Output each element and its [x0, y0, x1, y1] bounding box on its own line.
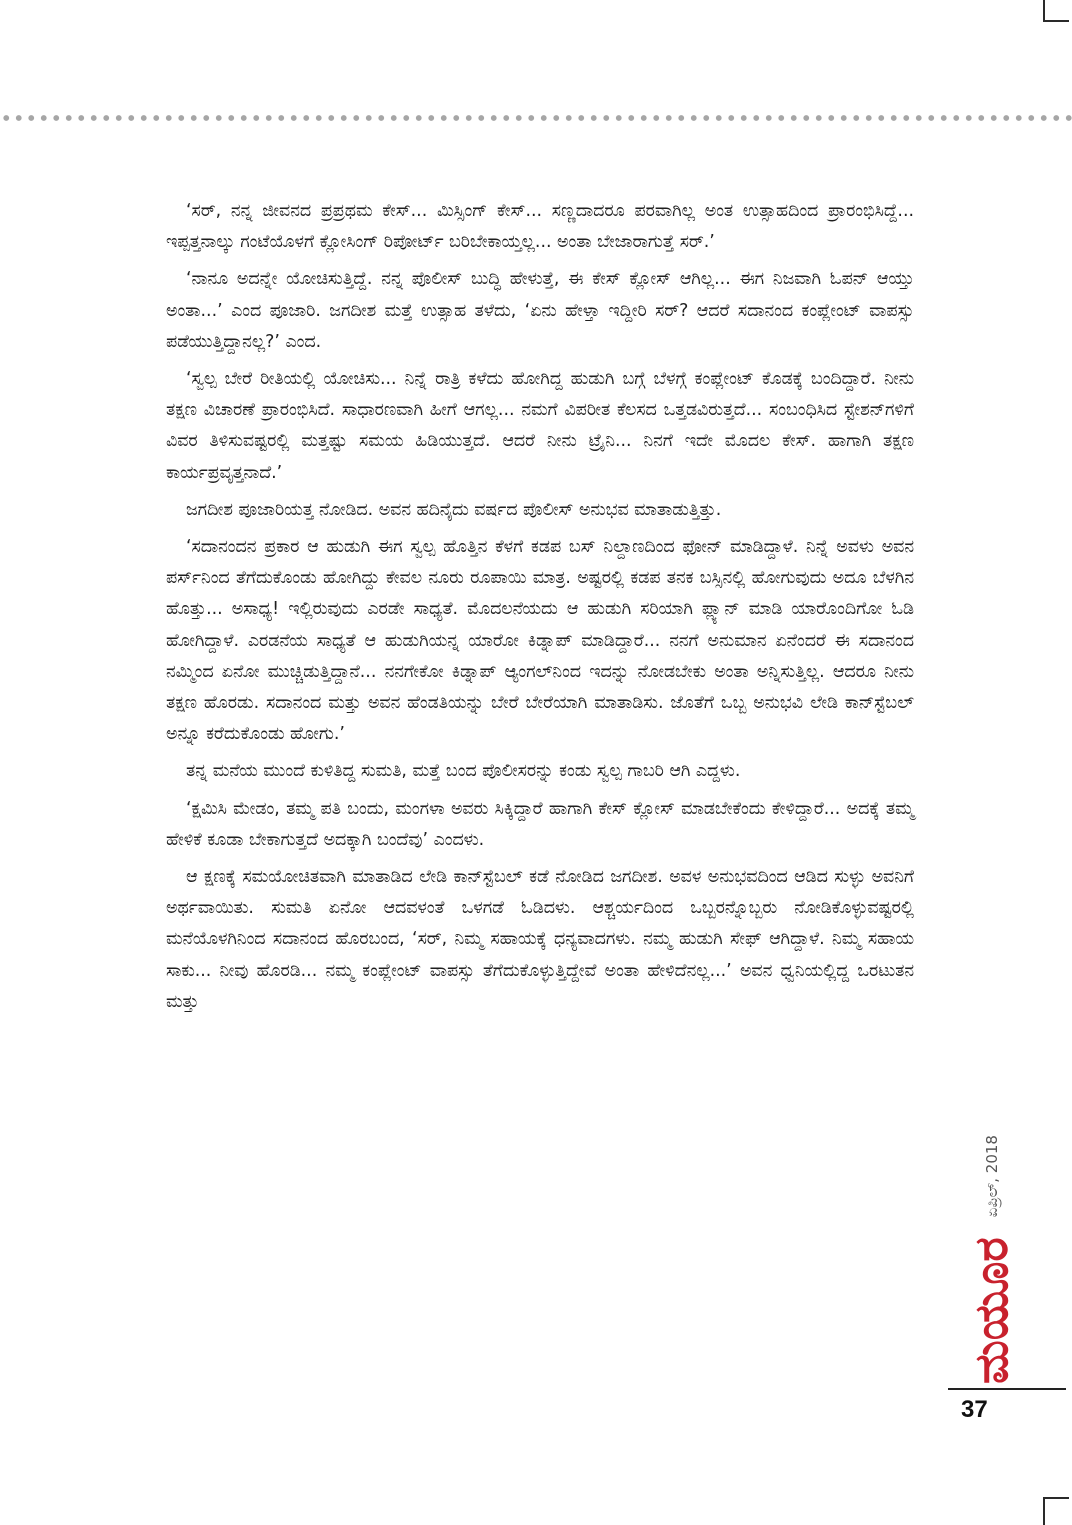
paragraph: ತನ್ನ ಮನೆಯ ಮುಂದೆ ಕುಳಿತಿದ್ದ ಸುಮತಿ, ಮತ್ತೆ ಬಂದ ಪೊಲೀಸರನ್ನು ಕಂಡು ಸ್ವಲ್ಪ ಗಾಬರಿ ಆಗಿ ಎದ್ದಳು.	[186, 761, 741, 782]
page-number-rule	[948, 1388, 1066, 1390]
paragraph: ‘ಸದಾನಂದನ ಪ್ರಕಾರ ಆ ಹುಡುಗಿ ಈಗ ಸ್ವಲ್ಪ ಹೊತ್ತಿನ ಕೆಳಗೆ ಕಡಪ ಬಸ್ ನಿಲ್ದಾಣದಿಂದ ಫೋನ್ ಮಾಡಿದ್ದಾಳೆ. ನಿನ್ನೆ ಅವಳು ಅವನ ಪರ್ಸ್‌ನಿಂದ ತೆಗೆದುಕೊಂಡು ಹೋಗಿದ್ದು ಕೇವಲ ನೂರು ರೂಪಾಯಿ ಮಾತ್ರ. ಅಷ್ಟರಲ್ಲಿ ಕಡಪ ತನಕ ಬಸ್ಸಿನಲ್ಲಿ ಹೋಗುವುದು ಅದೂ ಬೆಳಗಿನ ಹೊತ್ತು... ಅಸಾಧ್ಯ! ಇಲ್ಲಿರುವುದು ಎರಡೇ ಸಾಧ್ಯತೆ. ಮೊದಲನೆಯದು ಆ ಹುಡುಗಿ ಸರಿಯಾಗಿ ಪ್ಲ್ಯಾನ್ ಮಾಡಿ ಯಾರೊಂದಿಗೋ ಓಡಿ ಹೋಗಿದ್ದಾಳೆ. ಎರಡನೆಯ ಸಾಧ್ಯತೆ ಆ ಹುಡುಗಿಯನ್ನ ಯಾರೋ ಕಿಡ್ನಾಪ್ ಮಾಡಿದ್ದಾರೆ... ನನಗೆ ಅನುಮಾನ ಏನೆಂದರೆ ಈ ಸದಾನಂದ ನಮ್ಮಿಂದ ಏನೋ ಮುಚ್ಚಿಡುತ್ತಿದ್ದಾನೆ... ನನಗೇಕೋ ಕಿಡ್ನಾಪ್ ಆ್ಯಂಗಲ್‌ನಿಂದ ಇದನ್ನು ನೋಡಬೇಕು ಅಂತಾ ಅನ್ನಿಸುತ್ತಿಲ್ಲ. ಆದರೂ ನೀನು ತಕ್ಷಣ ಹೊರಡು. ಸದಾನಂದ ಮತ್ತು ಅವನ ಹೆಂಡತಿಯನ್ನು ಬೇರೆ ಬೇರೆಯಾಗಿ ಮಾತಾಡಿಸು. ಜೊತೆಗೆ ಒಬ್ಬ ಅನುಭವಿ ಲೇಡಿ ಕಾನ್‌ಸ್ಟೆಬಲ್ ಅನ್ನೂ ಕರೆದುಕೊಂಡು ಹೋಗು.’	[166, 537, 914, 745]
crop-mark-bottom-right	[1043, 1497, 1045, 1525]
crop-mark-top-right	[1043, 0, 1045, 22]
issue-date: ಏಪ್ರಿಲ್, 2018	[983, 1135, 1001, 1218]
crop-mark-top-right	[1043, 20, 1069, 22]
magazine-sidebar	[952, 1100, 1032, 1390]
paragraph: ‘ಸರ್, ನನ್ನ ಜೀವನದ ಪ್ರಪ್ರಥಮ ಕೇಸ್... ಮಿಸ್ಸಿಂಗ್ ಕೇಸ್... ಸಣ್ಣದಾದರೂ ಪರವಾಗಿಲ್ಲ ಅಂತ ಉತ್ಸಾಹದಿಂದ ಪ್ರಾರಂಭಿಸಿದ್ದೆ... ಇಪ್ಪತ್ತನಾಲ್ಕು ಗಂಟೆಯೊಳಗೆ ಕ್ಲೋಸಿಂಗ್ ರಿಪೋರ್ಟ್ ಬರಿಬೇಕಾಯ್ತಲ್ಲ... ಅಂತಾ ಬೇಜಾರಾಗುತ್ತೆ ಸರ್.’	[166, 201, 914, 253]
crop-mark-bottom-right	[1043, 1497, 1069, 1499]
article-body	[166, 196, 914, 1024]
paragraph: ‘ಕ್ಷಮಿಸಿ ಮೇಡಂ, ತಮ್ಮ ಪತಿ ಬಂದು, ಮಂಗಳಾ ಅವರು ಸಿಕ್ಕಿದ್ದಾರೆ ಹಾಗಾಗಿ ಕೇಸ್ ಕ್ಲೋಸ್ ಮಾಡಬೇಕೆಂದು ಕೇಳಿದ್ದಾರೆ... ಅದಕ್ಕೆ ತಮ್ಮ ಹೇಳಿಕೆ ಕೂಡಾ ಬೇಕಾಗುತ್ತದೆ ಅದಕ್ಕಾಗಿ ಬಂದೆವು’ ಎಂದಳು.	[166, 798, 914, 850]
dotted-separator	[0, 113, 1072, 123]
magazine-name: ಮಯೂರ	[964, 1237, 1018, 1384]
paragraph: ‘ಸ್ವಲ್ಪ ಬೇರೆ ರೀತಿಯಲ್ಲಿ ಯೋಚಿಸು... ನಿನ್ನೆ ರಾತ್ರಿ ಕಳೆದು ಹೋಗಿದ್ದ ಹುಡುಗಿ ಬಗ್ಗೆ ಬೆಳಗ್ಗೆ ಕಂಪ್ಲೇಂಟ್ ಕೊಡಕ್ಕೆ ಬಂದಿದ್ದಾರೆ. ನೀನು ತಕ್ಷಣ ವಿಚಾರಣೆ ಪ್ರಾರಂಭಿಸಿದೆ. ಸಾಧಾರಣವಾಗಿ ಹೀಗೆ ಆಗಲ್ಲ... ನಮಗೆ ವಿಪರೀತ ಕೆಲಸದ ಒತ್ತಡವಿರುತ್ತದೆ... ಸಂಬಂಧಿಸಿದ ಸ್ಟೇಶನ್‌ಗಳಿಗೆ ವಿವರ ತಿಳಿಸುವಷ್ಟರಲ್ಲಿ ಮತ್ತಷ್ಟು ಸಮಯ ಹಿಡಿಯುತ್ತದೆ. ಆದರೆ ನೀನು ಟ್ರೈನಿ... ನಿನಗೆ ಇದೇ ಮೊದಲ ಕೇಸ್. ಹಾಗಾಗಿ ತಕ್ಷಣ ಕಾರ್ಯಪ್ರವೃತ್ತನಾದೆ.’	[166, 369, 914, 483]
paragraph: ಜಗದೀಶ ಪೂಜಾರಿಯತ್ತ ನೋಡಿದ. ಅವನ ಹದಿನೈದು ವರ್ಷದ ಪೊಲೀಸ್ ಅನುಭವ ಮಾತಾಡುತ್ತಿತ್ತು.	[186, 499, 722, 520]
paragraph: ‘ನಾನೂ ಅದನ್ನೇ ಯೋಚಿಸುತ್ತಿದ್ದೆ. ನನ್ನ ಪೊಲೀಸ್ ಬುದ್ಧಿ ಹೇಳುತ್ತೆ, ಈ ಕೇಸ್ ಕ್ಲೋಸ್ ಆಗಿಲ್ಲ... ಈಗ ನಿಜವಾಗಿ ಓಪನ್ ಆಯ್ತು ಅಂತಾ...’ ಎಂದ ಪೂಜಾರಿ. ಜಗದೀಶ ಮತ್ತೆ ಉತ್ಸಾಹ ತಳೆದು, ‘ಏನು ಹೇಳ್ತಾ ಇದ್ದೀರಿ ಸರ್? ಆದರೆ ಸದಾನಂದ ಕಂಪ್ಲೇಂಟ್ ವಾಪಸ್ಸು ಪಡೆಯುತ್ತಿದ್ದಾನಲ್ಲ?’ ಎಂದ.	[166, 269, 915, 352]
paragraph: ಆ ಕ್ಷಣಕ್ಕೆ ಸಮಯೋಚಿತವಾಗಿ ಮಾತಾಡಿದ ಲೇಡಿ ಕಾನ್‌ಸ್ಟೆಬಲ್ ಕಡೆ ನೋಡಿದ ಜಗದೀಶ. ಅವಳ ಅನುಭವದಿಂದ ಆಡಿದ ಸುಳ್ಳು ಅವನಿಗೆ ಅರ್ಥವಾಯಿತು. ಸುಮತಿ ಏನೋ ಆದವಳಂತೆ ಒಳಗಡೆ ಓಡಿದಳು. ಆಶ್ಚರ್ಯದಿಂದ ಒಬ್ಬರನ್ನೊಬ್ಬರು ನೋಡಿಕೊಳ್ಳುವಷ್ಟರಲ್ಲಿ ಮನೆಯೊಳಗಿನಿಂದ ಸದಾನಂದ ಹೊರಬಂದ, ‘ಸರ್, ನಿಮ್ಮ ಸಹಾಯಕ್ಕೆ ಧನ್ಯವಾದಗಳು. ನಮ್ಮ ಹುಡುಗಿ ಸೇಫ್ ಆಗಿದ್ದಾಳೆ. ನಿಮ್ಮ ಸಹಾಯ ಸಾಕು... ನೀವು ಹೊರಡಿ... ನಮ್ಮ ಕಂಪ್ಲೇಂಟ್ ವಾಪಸ್ಸು ತೆಗೆದುಕೊಳ್ಳುತ್ತಿದ್ದೇವೆ ಅಂತಾ ಹೇಳಿದೆನಲ್ಲ...’ ಅವನ ಧ್ವನಿಯಲ್ಲಿದ್ದ ಒರಟುತನ ಮತ್ತು	[166, 867, 914, 1012]
page-number: 37	[961, 1396, 988, 1423]
